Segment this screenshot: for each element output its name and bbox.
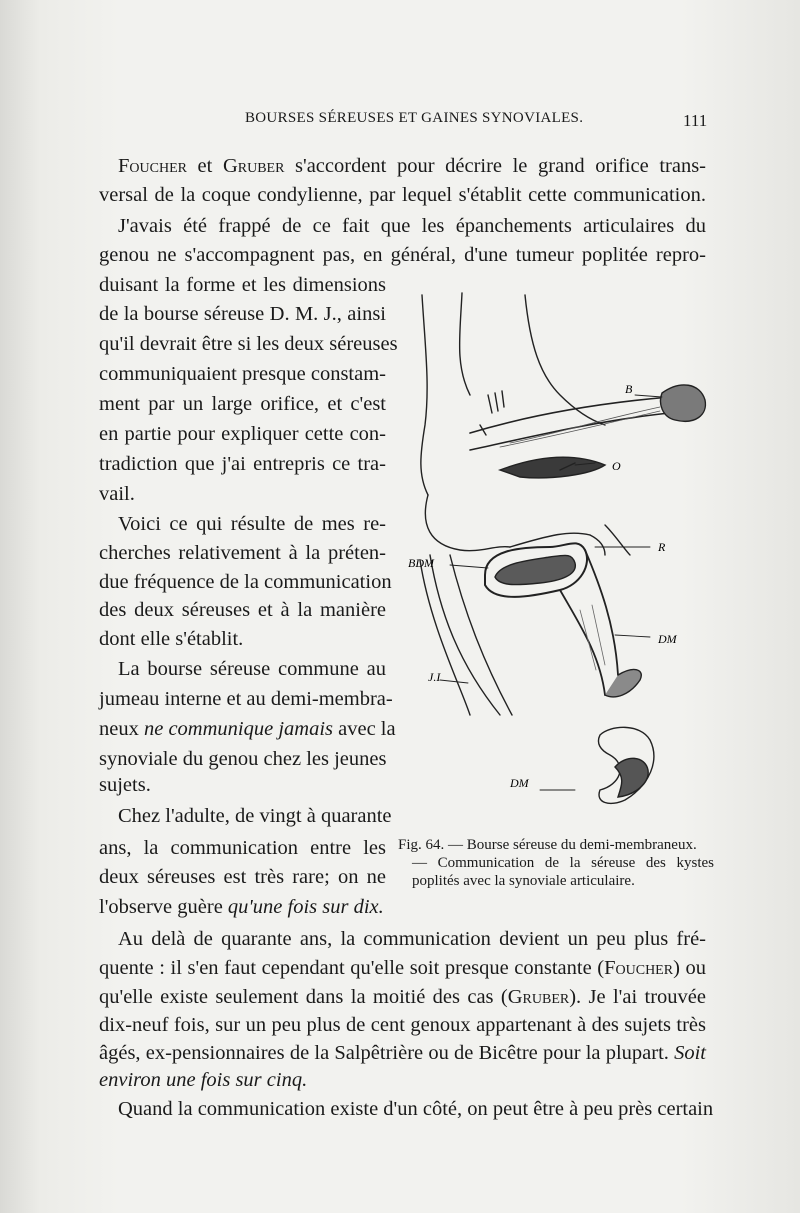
text-line: en partie pour expliquer cette con- (99, 423, 386, 445)
text-line: jumeau interne et au demi-membra- (99, 688, 393, 710)
author-name: Foucher (118, 155, 187, 177)
emphasis: Soit (674, 1042, 706, 1064)
text-line: La bourse séreuse commune au (118, 658, 386, 680)
text-line: Chez l'adulte, de vingt à quarante (118, 805, 392, 827)
text-line: tradiction que j'ai entrepris ce tra- (99, 453, 386, 475)
text-line: deux séreuses est très rare; on ne (99, 866, 386, 888)
figure-label-ji: J.I (428, 670, 441, 684)
text-fragment: ). Je l'ai trouvée (569, 986, 707, 1008)
knee-illustration (400, 285, 720, 830)
text-line (99, 958, 706, 979)
text-line (99, 718, 396, 740)
text-line: Au delà de quarante ans, la communication devient un peu plus fré- (118, 928, 706, 950)
text-line: des deux séreuses et à la manière (99, 599, 386, 621)
text-line (118, 156, 706, 177)
text-line: dont elle s'établit. (99, 628, 244, 650)
figure-label-dm: DM (658, 632, 677, 646)
figure-label-bdm: BDM (408, 556, 434, 570)
text-fragment: qu'elle existe seulement dans la moitié des cas ( (99, 986, 508, 1008)
text-line: environ une fois sur cinq. (99, 1069, 308, 1091)
figure-caption (398, 836, 714, 890)
anatomical-figure (400, 285, 720, 830)
running-title: BOURSES SÉREUSES ET GAINES SYNOVIALES. (245, 110, 584, 126)
text-line: J'avais été frappé de ce fait que les épanchements articulaires du (118, 215, 706, 237)
text-line: due fréquence de la communication (99, 571, 392, 593)
emphasis: ne communique jamais (143, 718, 334, 740)
text-line: dix-neuf fois, sur un peu plus de cent genoux appartenant à des sujets très (99, 1014, 706, 1036)
text-fragment: neux (99, 718, 144, 740)
text-line: synoviale du genou chez les jeunes (99, 748, 387, 770)
text-line: de la bourse séreuse D. M. J., ainsi (99, 303, 386, 325)
text-fragment: âgés, ex-pensionnaires de la Salpêtrière ou de Bicêtre pour la plupart. (99, 1042, 675, 1064)
text-line: sujets. (99, 774, 151, 796)
figure-label-b: B (625, 382, 633, 396)
text-fragment: l'observe guère (99, 896, 228, 918)
text-line: ans, la communication entre les (99, 837, 386, 859)
text-fragment: et (186, 155, 223, 177)
text-line: Quand la communication existe d'un côté, on peut être à peu près certain (118, 1098, 714, 1120)
figure-caption-title: Fig. 64. — Bourse séreuse du demi-membraneux. (398, 837, 697, 853)
text-fragment: s'accordent pour décrire le grand orifice trans- (284, 155, 707, 177)
figure-label-o: O (612, 459, 621, 473)
text-line: cherches relativement à la préten- (99, 542, 386, 564)
emphasis: qu'une fois sur dix. (227, 896, 384, 918)
text-fragment: ) ou (673, 957, 707, 979)
text-line: duisant la forme et les dimensions (99, 274, 386, 296)
text-line: versal de la coque condylienne, par lequel s'établit cette communication. (99, 184, 706, 206)
text-line: vail. (99, 483, 135, 505)
author-name: Foucher (604, 957, 674, 979)
author-name: Gruber (507, 986, 570, 1008)
text-line: communiquaient presque constam- (99, 363, 386, 385)
text-line: ment par un large orifice, et c'est (99, 393, 386, 415)
figure-caption-text: — Communication de la séreuse des kystes poplités avec la synoviale articulaire. (412, 855, 714, 889)
text-fragment: quente : il s'en faut cependant qu'elle soit presque constante ( (99, 957, 605, 979)
page-number: 111 (683, 111, 708, 130)
text-line (99, 897, 384, 918)
text-fragment: avec la (333, 718, 396, 740)
author-name: Gruber (222, 155, 285, 177)
text-line (99, 1043, 706, 1064)
text-line (99, 987, 706, 1008)
text-line: Voici ce qui résulte de mes re- (118, 513, 386, 535)
figure-label-dm-lower: DM (510, 776, 529, 790)
figure-label-r: R (658, 540, 666, 554)
text-line: qu'il devrait être si les deux séreuses (99, 333, 398, 355)
text-line: genou ne s'accompagnent pas, en général, d'une tumeur poplitée repro- (99, 244, 706, 266)
